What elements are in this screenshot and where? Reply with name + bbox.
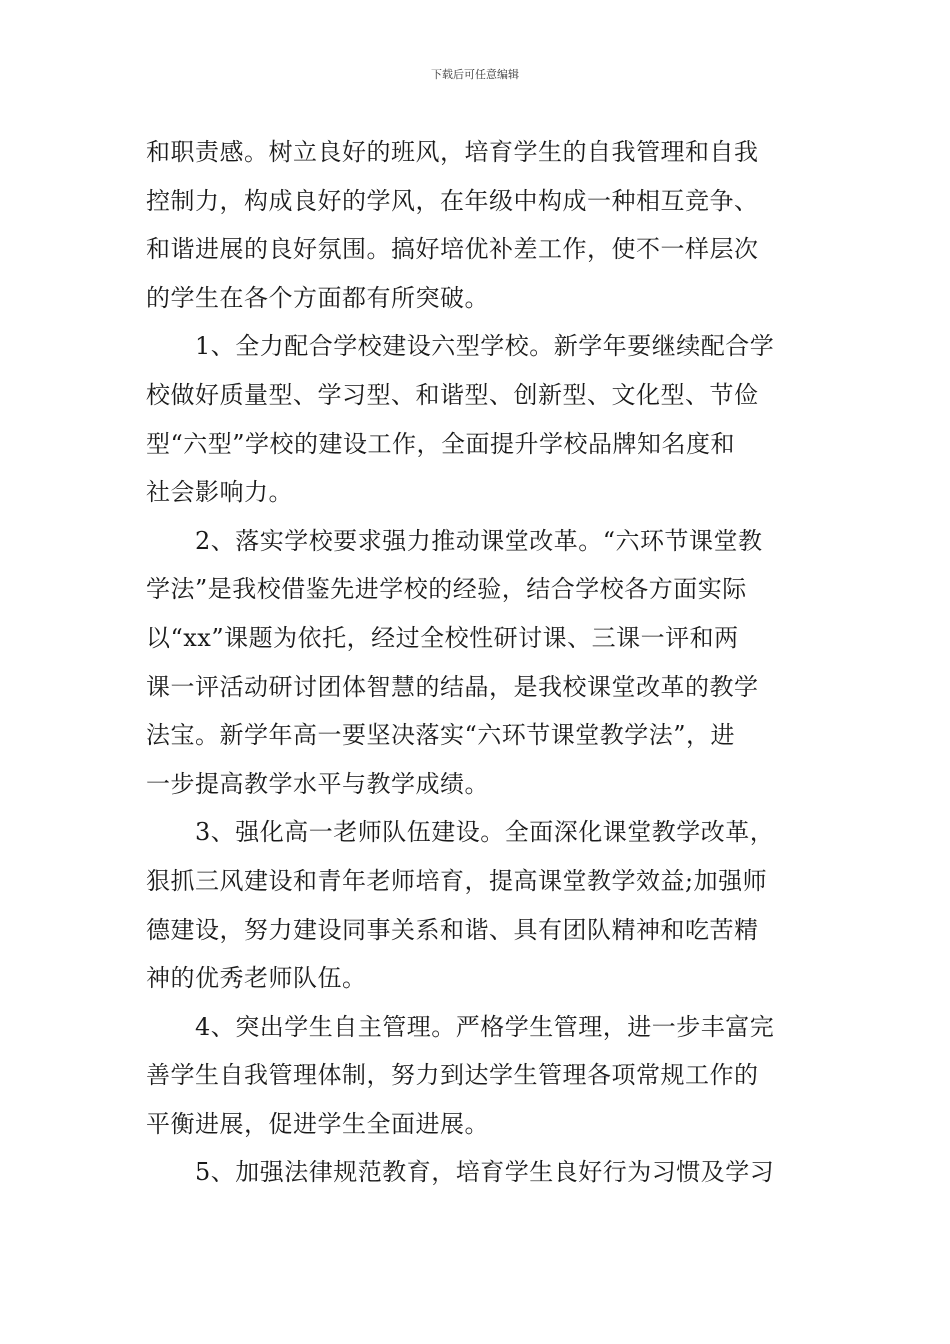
page-header: 下载后可任意编辑 — [431, 68, 519, 81]
text-line: 狠抓三风建设和青年老师培育，提高课堂教学效益;加强师 — [146, 866, 768, 895]
document-body — [146, 128, 808, 1197]
text-line: 法宝。新学年高一要坚决落实“六环节课堂教学法”，进 — [146, 721, 736, 750]
text-line: 一步提高教学水平与教学成绩。 — [146, 769, 489, 798]
text-line: 和谐进展的良好氛围。搞好培优补差工作，使不一样层次 — [146, 235, 759, 264]
text-line: 神的优秀老师队伍。 — [146, 964, 367, 993]
text-line: 控制力，构成良好的学风，在年级中构成一种相互竞争、 — [146, 186, 759, 215]
text-line: 以“xx”课题为依托，经过全校性研讨课、三课一评和两 — [146, 623, 739, 652]
text-line: 1、全力配合学校建设六型学校。新学年要继续配合学 — [146, 332, 775, 361]
text-line: 的学生在各个方面都有所突破。 — [146, 283, 489, 312]
text-line: 4、突出学生自主管理。严格学生管理，进一步丰富完 — [146, 1012, 775, 1041]
text-line: 和职责感。树立良好的班风，培育学生的自我管理和自我 — [146, 138, 759, 166]
text-line: 学法”是我校借鉴先进学校的经验，结合学校各方面实际 — [146, 575, 747, 604]
text-line: 校做好质量型、学习型、和谐型、创新型、文化型、节俭 — [146, 380, 759, 409]
text-line: 社会影响力。 — [146, 478, 293, 507]
text-line: 德建设，努力建设同事关系和谐、具有团队精神和吃苦精 — [146, 915, 759, 944]
text-line: 5、加强法律规范教育，培育学生良好行为习惯及学习 — [146, 1158, 775, 1187]
text-line: 课一评活动研讨团体智慧的结晶，是我校课堂改革的教学 — [146, 672, 759, 701]
text-line: 型“六型”学校的建设工作，全面提升学校品牌知名度和 — [146, 429, 736, 458]
text-line: 平衡进展，促进学生全面进展。 — [146, 1109, 489, 1138]
text-line: 善学生自我管理体制，努力到达学生管理各项常规工作的 — [146, 1061, 759, 1090]
text-line: 2、落实学校要求强力推动课堂改革。“六环节课堂教 — [146, 526, 763, 555]
text-line: 3、强化高一老师队伍建设。全面深化课堂教学改革， — [146, 818, 775, 847]
